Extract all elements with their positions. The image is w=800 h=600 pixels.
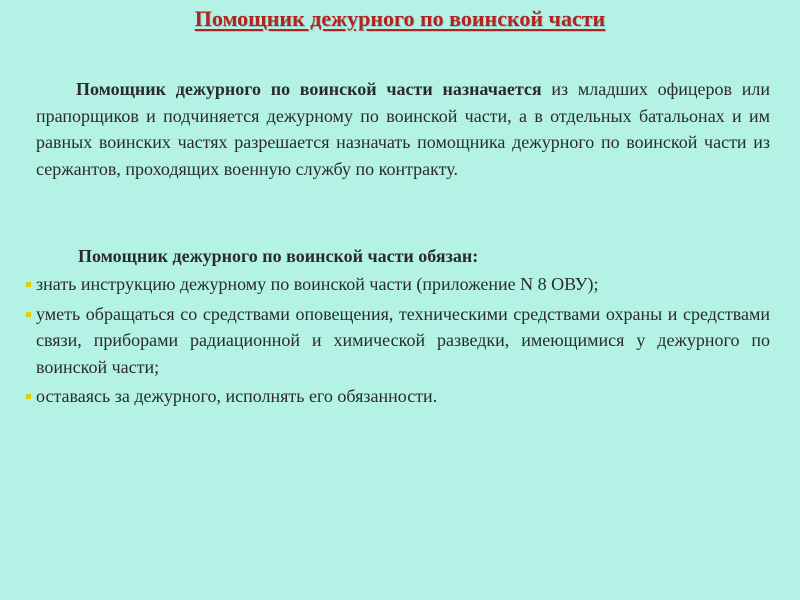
- intro-rest: из младших офицеров или прапорщиков и подчиняется дежурному по воинской части, а в отдельных батальонах и им равных воинских частях разрешается назначать помощника дежурного по воинской части из сержантов, проходящих военную службу по контракту.: [36, 79, 771, 179]
- intro-block: [36, 76, 770, 182]
- list-item: [24, 383, 770, 410]
- duty-text: оставаясь за дежурного, исполнять его обязанности.: [36, 386, 438, 406]
- bullet-square-icon: [26, 394, 31, 399]
- duty-text: уметь обращаться со средствами оповещения, техническими средствами охраны и средствами связи, приборами радиационной и химической разведки, имеющимися у дежурного по воинской части;: [36, 303, 770, 377]
- slide-title: Помощник дежурного по воинской части: [194, 6, 606, 31]
- duties-heading: Помощник дежурного по воинской части обязан:: [78, 246, 479, 266]
- duties-list: [24, 271, 770, 413]
- bullet-square-icon: [26, 282, 31, 287]
- list-item: [24, 301, 770, 381]
- bullet-square-icon: [26, 312, 31, 317]
- intro-paragraph: [36, 76, 770, 182]
- intro-bold-lead: Помощник дежурного по воинской части назначается: [76, 79, 542, 99]
- duty-text: знать инструкцию дежурному по воинской части (приложение N 8 ОВУ);: [36, 274, 599, 294]
- list-item: [24, 271, 770, 298]
